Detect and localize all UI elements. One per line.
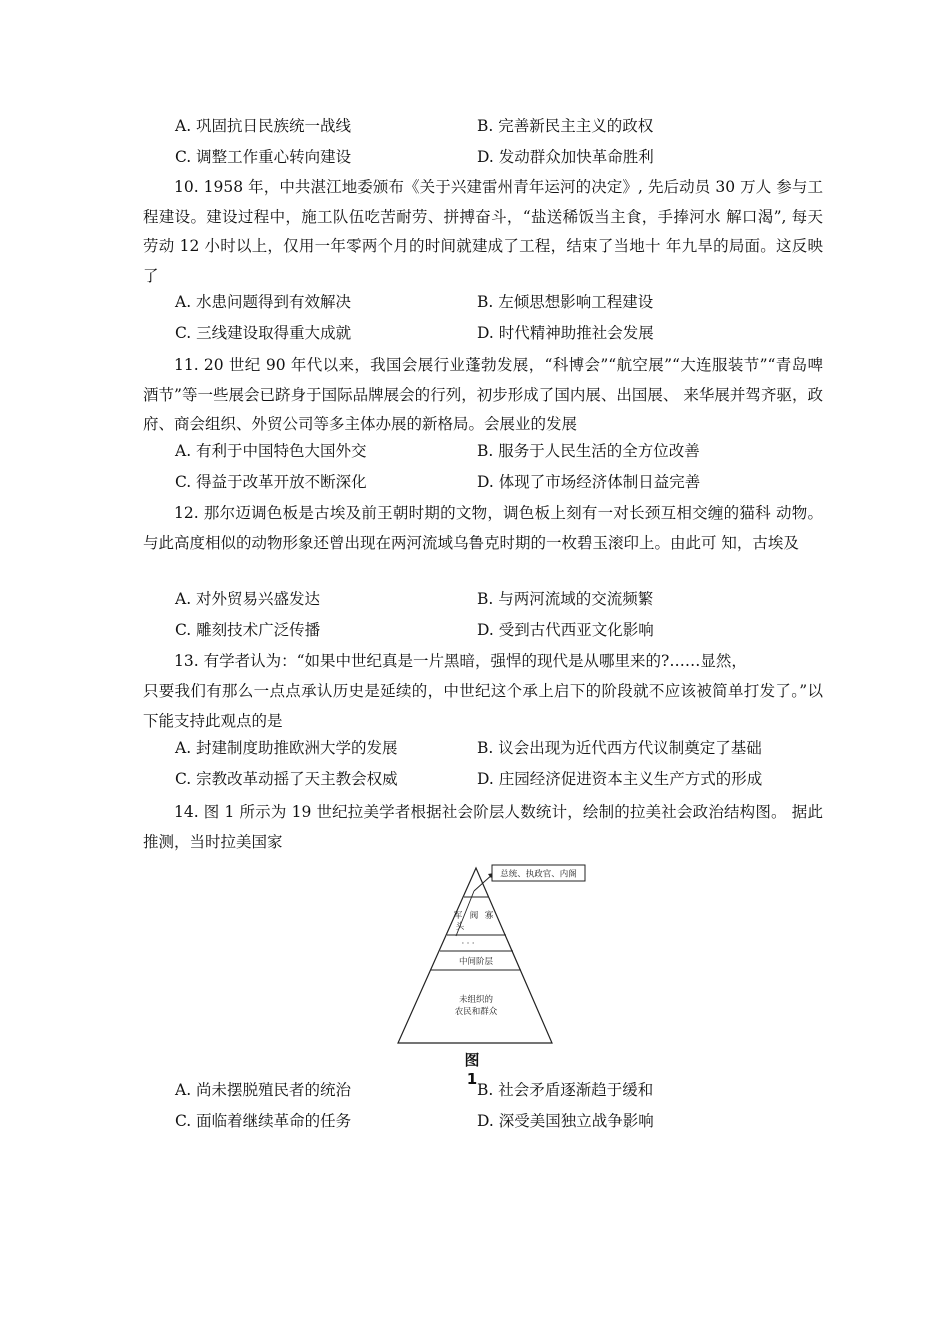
q14-stem: 14. 图 1 所示为 19 世纪拉美学者根据社会阶层人数统计，绘制的拉美社会政治结构图。 据此推测，当时拉美国家	[143, 803, 823, 851]
tier4-text: 中间阶层	[458, 957, 494, 967]
q14-option-c[interactable]: C. 面临着继续革命的任务	[175, 1112, 352, 1130]
tier2-mid-text: 阀	[469, 911, 479, 921]
q14-options-row-1	[175, 1078, 815, 1102]
q12-option-c[interactable]: C. 雕刻技术广泛传播	[175, 621, 321, 639]
q10-stem: 10. 1958 年，中共湛江地委颁布《关于兴建雷州青年运河的决定》, 先后动员 30 万人 参与工程建设。建设过程中，施工队伍吃苦耐劳、拼搏奋斗，“盐送稀饭当主食，手捧河水 解口渴”, 每天劳动 12 小时以上，仅用一年零两个月的时间就建成了工程，结束了当地十 年九旱的局面。这反映了	[143, 178, 823, 285]
q9-options-row-2	[175, 145, 815, 169]
q10-options-row-2	[175, 321, 815, 345]
top-label-text: 总统、执政官、内阁	[500, 869, 577, 880]
q11-options-row-2	[175, 470, 815, 494]
pyramid-diagram	[390, 860, 600, 1045]
q13-option-d[interactable]: D. 庄园经济促进资本主义生产方式的形成	[477, 770, 763, 788]
q14-option-a[interactable]: A. 尚未摆脱殖民者的统治	[175, 1081, 352, 1099]
q11-option-b[interactable]: B. 服务于人民生活的全方位改善	[477, 442, 700, 460]
q10-options-row-1	[175, 290, 815, 314]
q13-option-b[interactable]: B. 议会出现为近代西方代议制奠定了基础	[477, 739, 762, 757]
q10-option-b[interactable]: B. 左倾思想影响工程建设	[477, 293, 654, 311]
q11-stem: 11. 20 世纪 90 年代以来，我国会展行业蓬勃发展，“科博会”“航空展”“大连服装节”“青岛啤酒节”等一些展会已跻身于国际品牌展会的行列，初步形成了国内展、出国展、 来华展并驾齐驱，政府、商会组织、外贸公司等多主体办展的新格局。会展业的发展	[143, 356, 823, 433]
q10-option-a[interactable]: A. 水患问题得到有效解决	[175, 293, 352, 311]
q9-option-a[interactable]: A. 巩固抗日民族统一战线	[175, 117, 352, 135]
tier2-left-text: 军	[453, 911, 463, 921]
q11-options-row-1	[175, 439, 815, 463]
figure-caption: 图 1	[464, 1051, 486, 1088]
q12-option-a[interactable]: A. 对外贸易兴盛发达	[175, 590, 321, 608]
q9-option-b[interactable]: B. 完善新民主主义的政权	[477, 117, 654, 135]
tier5-text-line1: 未组织的	[458, 995, 494, 1005]
q10-option-d[interactable]: D. 时代精神助推社会发展	[477, 324, 654, 342]
tier2-right-text: 寡	[484, 911, 494, 921]
q9-option-c[interactable]: C. 调整工作重心转向建设	[175, 148, 352, 166]
q10-option-c[interactable]: C. 三线建设取得重大成就	[175, 324, 352, 342]
q12-options-row-1	[175, 587, 815, 611]
q12-option-d[interactable]: D. 受到古代西亚文化影响	[477, 621, 654, 639]
q14-option-d[interactable]: D. 深受美国独立战争影响	[477, 1112, 654, 1130]
tier2-bottom-text: 头	[455, 922, 465, 932]
q13-stem-line1: 13. 有学者认为：“如果中世纪真是一片黑暗，强悍的现代是从哪里来的?……显然，	[174, 652, 747, 670]
q13-options-row-1	[175, 736, 815, 760]
q13-stem-rest: 只要我们有那么一点点承认历史是延续的，中世纪这个承上启下的阶段就不应该被简单打发了。”以下能支持此观点的是	[143, 682, 823, 730]
q14-option-b[interactable]: B. 社会矛盾逐渐趋于缓和	[477, 1081, 654, 1099]
q11-option-a[interactable]: A. 有利于中国特色大国外交	[175, 442, 367, 460]
q12-option-b[interactable]: B. 与两河流域的交流频繁	[477, 590, 654, 608]
q12-options-row-2	[175, 618, 815, 642]
q9-option-d[interactable]: D. 发动群众加快革命胜利	[477, 148, 654, 166]
q11-option-d[interactable]: D. 体现了市场经济体制日益完善	[477, 473, 701, 491]
pyramid-figure	[390, 860, 600, 1045]
tier3-marks: · · ·	[461, 939, 475, 948]
q9-options-row-1	[175, 114, 815, 138]
q13-option-c[interactable]: C. 宗教改革动摇了天主教会权威	[175, 770, 398, 788]
q13-options-row-2	[175, 767, 815, 791]
q12-stem: 12. 那尔迈调色板是古埃及前王朝时期的文物，调色板上刻有一对长颈互相交缠的猫科 动物。与此高度相似的动物形象还曾出现在两河流域乌鲁克时期的一枚碧玉滚印上。由此可 知，古埃及	[143, 504, 823, 552]
q11-option-c[interactable]: C. 得益于改革开放不断深化	[175, 473, 367, 491]
q14-options-row-2	[175, 1109, 815, 1133]
tier5-text-line2: 农民和群众	[454, 1007, 498, 1017]
q13-option-a[interactable]: A. 封建制度助推欧洲大学的发展	[175, 739, 398, 757]
